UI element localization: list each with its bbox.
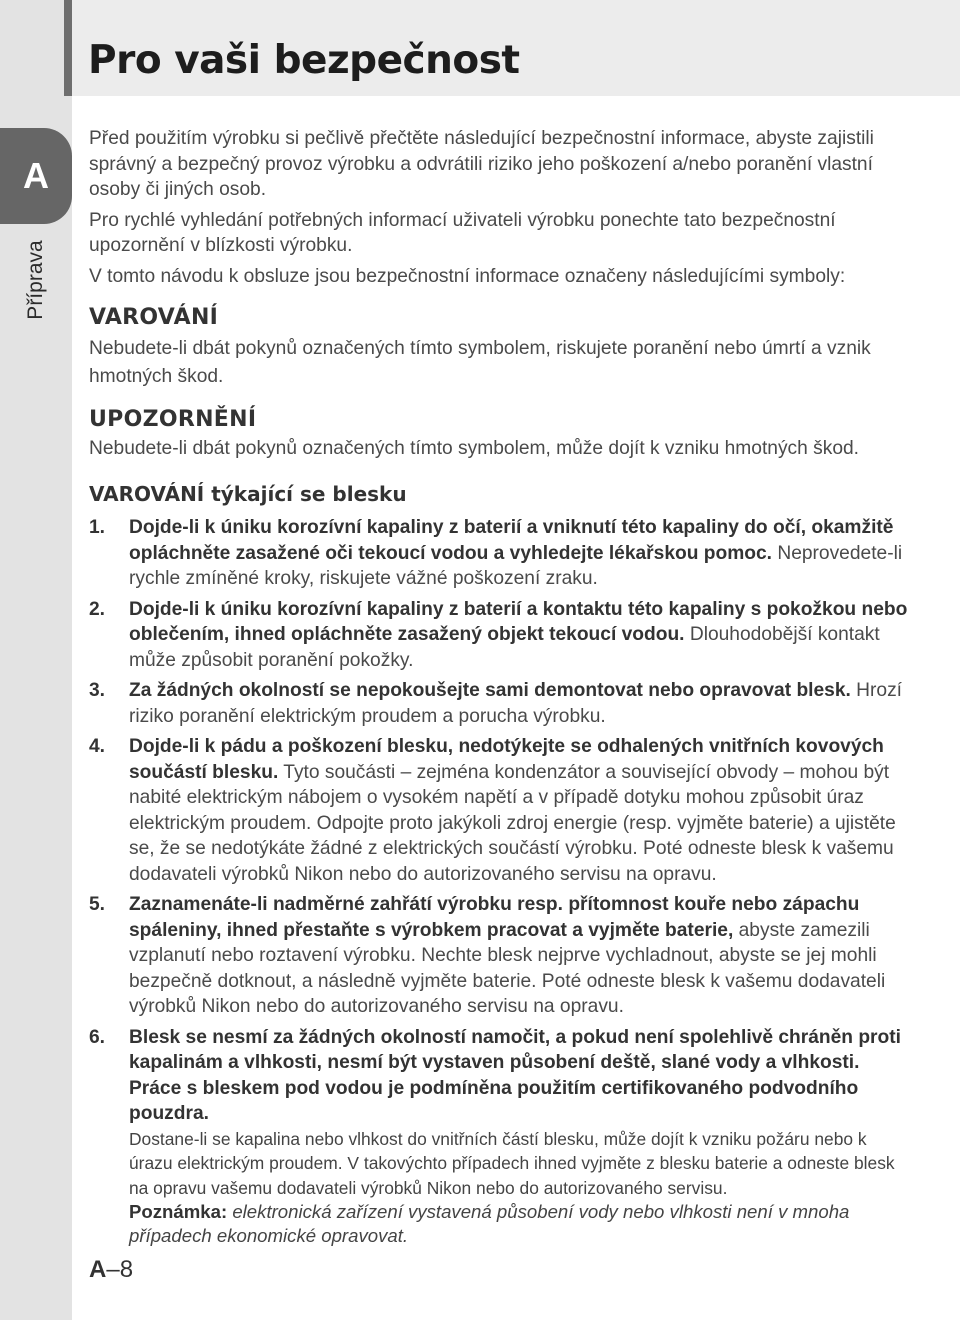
list-item bbox=[89, 1025, 909, 1249]
page-number bbox=[89, 1256, 133, 1284]
list-item bbox=[89, 515, 909, 592]
caution-heading: UPOZORNĚNÍ bbox=[89, 406, 257, 432]
item-text: Dlouhodobější kontakt může způsobit poranění pokožky. bbox=[129, 624, 880, 671]
warning-heading: VAROVÁNÍ bbox=[89, 305, 219, 330]
item-bold-text: Zaznamenáte-li nadměrné zahřátí výrobku resp. přítomnost kouře nebo zápachu spáleniny, ihned přestaňte s výrobkem pracovat a vyjměte baterie, bbox=[129, 894, 860, 941]
item-bold-text: Dojde-li k úniku korozívní kapaliny z baterií a vniknutí této kapaliny do očí, okamžitě opláchněte zasažené oči tekoucí vodou a vyhledejte lékařskou pomoc. bbox=[129, 517, 894, 564]
item-text: Tyto součásti – zejména kondenzátor a související obvody – mohou být nabité elektrickým nábojem o vysokém napětí a v případě dotyku mohou způsobit úraz elektrickým proudem. Odpojte proto jakýkoli zdroj energie (resp. vyjměte baterie) a ujistěte se, že se nedotýkáte žádné z elektrických součástí výrobku. Poté odneste blesk k vašemu dodavateli výrobků Nikon nebo do autorizovaného servisu na opravu. bbox=[129, 761, 896, 885]
note-text: elektronická zařízení vystavená působení vody nebo vlhkosti není v mnoha případech ekonomické opravovat. bbox=[129, 1201, 850, 1246]
intro-block bbox=[89, 126, 909, 289]
section-letter: A bbox=[23, 155, 49, 196]
page-title: Pro vaši bezpečnost bbox=[88, 38, 520, 83]
item-bold-text: Za žádných okolností se nepokoušejte sami demontovat nebo opravovat blesk. bbox=[129, 680, 851, 701]
intro-paragraph-2: Pro rychlé vyhledání potřebných informací uživateli výrobku ponechte tato bezpečnostní upozornění v blízkosti výrobku. bbox=[89, 209, 836, 256]
section-side-label: Příprava bbox=[24, 240, 47, 320]
item-number: 2. bbox=[89, 598, 106, 620]
list-item bbox=[89, 892, 909, 1020]
main-content bbox=[89, 126, 909, 1253]
intro-paragraph-3: V tomto návodu k obsluze jsou bezpečnostní informace označeny následujícími symboly: bbox=[89, 265, 846, 287]
caution-text: Nebudete-li dbát pokynů označených tímto symbolem, může dojít k vzniku hmotných škod. bbox=[89, 438, 860, 459]
note-label: Poznámka: bbox=[129, 1201, 228, 1222]
page-number-letter: A bbox=[89, 1256, 107, 1283]
item-text: Hrozí riziko poranění elektrickým proudem a porucha výrobku. bbox=[129, 680, 903, 727]
item-bold-text: Blesk se nesmí za žádných okolností namočit, a pokud není spolehlivě chráněn proti kapalinám a vlhkosti, nesmí být vystaven působení deště, slané vody a vlhkosti. Práce s bleskem pod vodou je podmíněna použitím certifikovaného podvodního pouzdra. bbox=[129, 1026, 901, 1124]
list-item bbox=[89, 597, 909, 674]
item-text: abyste zamezili vzplanutí nebo roztavení výrobku. Nechte blesk nejprve vychladnout, abyste se jej mohli bezpečně dotknout, a následně vyjměte baterie. Poté odneste blesk k vašemu dodavateli výrobků Nikon nebo do autorizovaného servisu na opravu. bbox=[129, 919, 886, 1017]
item-text: Neprovedete-li rychle zmíněné kroky, riskujete vážné poškození zraku. bbox=[129, 542, 903, 589]
item-number: 3. bbox=[89, 680, 106, 701]
warning-text: Nebudete-li dbát pokynů označených tímto symbolem, riskujete poranění nebo úmrtí a vznik hmotných škod. bbox=[89, 337, 871, 387]
flash-warning-heading: VAROVÁNÍ týkající se blesku bbox=[89, 481, 407, 506]
list-item bbox=[89, 678, 909, 729]
intro-paragraph-1: Před použitím výrobku si pečlivě přečtěte následující bezpečnostní informace, abyste zajistili správný a bezpečný provoz výrobku a odvrátili riziko jeho poškození a/nebo poranění vlastní osoby či jiných osob. bbox=[89, 128, 874, 200]
flash-warning-list bbox=[89, 515, 909, 1248]
item-6-subnote: Dostane-li se kapalina nebo vlhkost do vnitřních částí blesku, může dojít k vzniku požáru nebo k úrazu elektrickým proudem. V takovýchto případech ihned vyjměte z blesku baterie a odneste blesk na opravu vašemu dodavateli výrobků Nikon nebo do autorizovaného servisu. bbox=[129, 1128, 895, 1198]
page-number-rest: –8 bbox=[106, 1256, 134, 1283]
note-paragraph bbox=[129, 1200, 909, 1248]
item-number: 1. bbox=[89, 517, 106, 538]
item-bold-text: Dojde-li k pádu a poškození blesku, nedotýkejte se odhalených vnitřních kovových součástí blesku. bbox=[129, 736, 884, 783]
item-number: 6. bbox=[89, 1026, 106, 1048]
section-tab bbox=[0, 128, 72, 224]
item-number: 5. bbox=[89, 894, 106, 915]
item-bold-text: Dojde-li k úniku korozívní kapaliny z baterií a kontaktu této kapaliny s pokožkou nebo oblečením, ihned opláchněte zasažený objekt tekoucí vodou. bbox=[129, 598, 908, 645]
list-item bbox=[89, 734, 909, 887]
item-number: 4. bbox=[89, 736, 106, 757]
